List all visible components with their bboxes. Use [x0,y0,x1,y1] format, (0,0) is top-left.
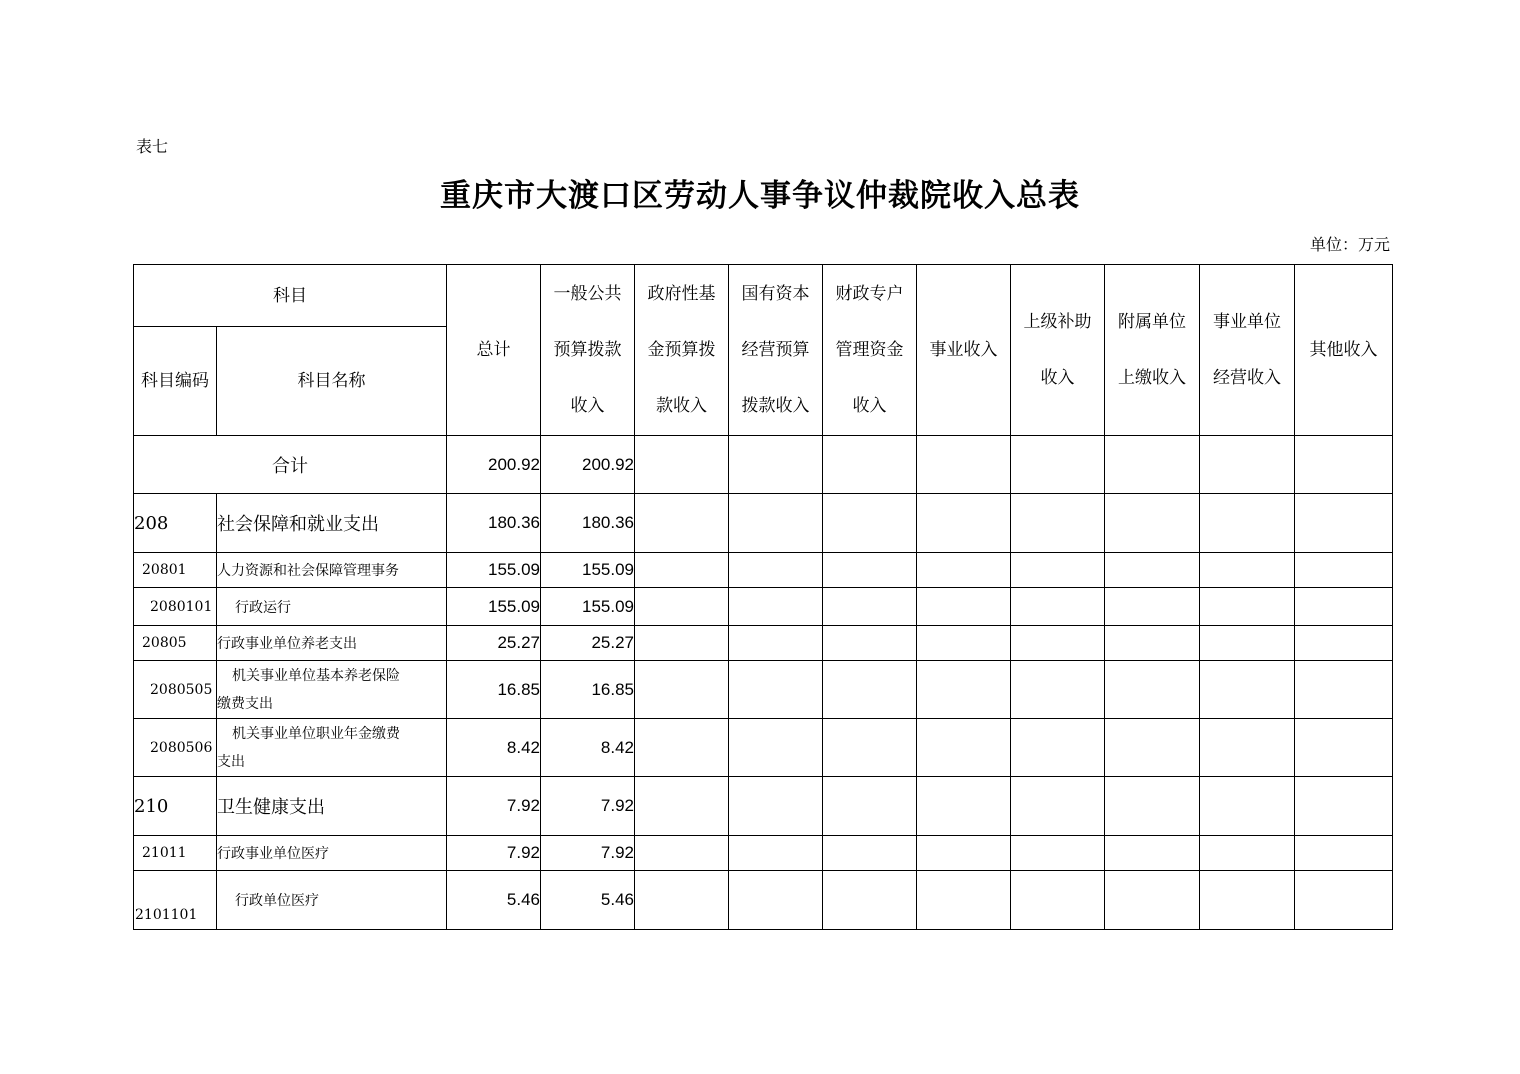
subject-name: 社会保障和就业支出 [217,494,447,553]
empty-cell [1105,871,1200,930]
subject-name: 行政单位医疗 [217,871,447,930]
empty-cell [729,553,823,588]
empty-cell [1011,871,1105,930]
subject-code: 2101101 [134,871,217,930]
empty-cell [823,626,917,661]
empty-cell [1105,777,1200,836]
empty-cell [1105,494,1200,553]
empty-cell [917,836,1011,871]
header-line: 收入 [1040,368,1075,388]
subject-code: 20805 [134,626,217,661]
empty-cell [1295,719,1393,777]
empty-cell [635,777,729,836]
empty-cell [917,661,1011,719]
empty-cell [1295,661,1393,719]
empty-cell [823,661,917,719]
empty-cell [1295,626,1393,661]
empty-cell [729,661,823,719]
table-row [134,661,1393,719]
header-line: 事业单位 [1213,312,1281,332]
empty-cell [1011,588,1105,626]
empty-cell [635,719,729,777]
header-row-1 [134,265,1393,327]
header-general-public [541,265,635,436]
header-business-operation [1200,265,1295,436]
empty-cell [823,553,917,588]
header-other-income: 其他收入 [1295,265,1393,436]
income-table [133,264,1393,930]
subject-name: 行政运行 [217,588,447,626]
header-line: 附属单位 [1118,312,1186,332]
subject-name [217,661,447,719]
header-total: 总计 [447,265,541,436]
empty-cell [1295,836,1393,871]
empty-cell [1105,436,1200,494]
empty-cell [1295,553,1393,588]
table-row [134,626,1393,661]
header-gov-fund [635,265,729,436]
empty-cell [1295,494,1393,553]
general-cell: 8.42 [541,719,635,777]
empty-cell [823,588,917,626]
subject-name: 卫生健康支出 [217,777,447,836]
header-line: 款收入 [656,396,707,416]
header-line: 经营收入 [1213,368,1281,388]
empty-cell [1011,626,1105,661]
general-cell: 180.36 [541,494,635,553]
subject-code: 210 [134,777,217,836]
subject-code: 208 [134,494,217,553]
header-line: 收入 [570,396,605,416]
total-cell: 7.92 [447,836,541,871]
empty-cell [1295,871,1393,930]
empty-cell [1295,777,1393,836]
empty-cell [729,871,823,930]
header-line: 管理资金 [835,340,904,360]
empty-cell [1200,588,1295,626]
header-line: 收入 [852,396,887,416]
empty-cell [1011,436,1105,494]
empty-cell [1011,777,1105,836]
empty-cell [635,836,729,871]
empty-cell [917,719,1011,777]
empty-cell [917,494,1011,553]
total-cell: 7.92 [447,777,541,836]
empty-cell [917,871,1011,930]
empty-cell [1011,661,1105,719]
header-business-income: 事业收入 [917,265,1011,436]
header-state-capital [729,265,823,436]
subject-code: 2080101 [134,588,217,626]
empty-cell [917,588,1011,626]
empty-cell [635,626,729,661]
subject-code: 2080506 [134,719,217,777]
subject-name-line: 机关事业单位基本养老保险 [232,667,400,684]
subject-code: 21011 [134,836,217,871]
table-row [134,553,1393,588]
total-cell: 200.92 [447,436,541,494]
subject-name-line: 缴费支出 [217,695,273,712]
general-cell: 7.92 [541,836,635,871]
empty-cell [823,436,917,494]
table-row [134,719,1393,777]
subject-name: 人力资源和社会保障管理事务 [217,553,447,588]
header-line: 金预算拨 [647,340,716,360]
total-cell: 155.09 [447,553,541,588]
empty-cell [1200,719,1295,777]
summary-row [134,436,1393,494]
header-line: 政府性基 [647,284,716,304]
empty-cell [1295,588,1393,626]
subject-name: 行政事业单位养老支出 [217,626,447,661]
empty-cell [1011,836,1105,871]
empty-cell [1011,719,1105,777]
total-cell: 25.27 [447,626,541,661]
empty-cell [1105,661,1200,719]
empty-cell [635,553,729,588]
empty-cell [729,836,823,871]
empty-cell [635,871,729,930]
subject-name: 行政事业单位医疗 [217,836,447,871]
general-cell: 155.09 [541,588,635,626]
empty-cell [1011,553,1105,588]
empty-cell [1200,626,1295,661]
empty-cell [729,588,823,626]
header-subject-group: 科目 [134,265,447,327]
total-cell: 5.46 [447,871,541,930]
table-row [134,836,1393,871]
empty-cell [823,494,917,553]
header-subject-code: 科目编码 [134,327,217,436]
subject-name-line: 机关事业单位职业年金缴费 [232,725,400,742]
empty-cell [1105,553,1200,588]
empty-cell [917,777,1011,836]
header-line: 国有资本 [741,284,810,304]
unit-note: 单位：万元 [1309,235,1390,254]
table-row [134,777,1393,836]
empty-cell [635,436,729,494]
empty-cell [635,494,729,553]
header-line: 上缴收入 [1118,368,1186,388]
summary-label: 合计 [134,436,447,494]
header-line: 财政专户 [835,284,904,304]
general-cell: 7.92 [541,777,635,836]
empty-cell [823,871,917,930]
empty-cell [729,719,823,777]
empty-cell [1200,436,1295,494]
empty-cell [635,661,729,719]
empty-cell [635,588,729,626]
table-label: 表七 [136,137,169,156]
total-cell: 180.36 [447,494,541,553]
header-superior-subsidy [1011,265,1105,436]
empty-cell [1200,553,1295,588]
total-cell: 16.85 [447,661,541,719]
empty-cell [1105,588,1200,626]
empty-cell [1200,871,1295,930]
empty-cell [917,436,1011,494]
header-line: 经营预算 [741,340,810,360]
header-affiliated-payment [1105,265,1200,436]
empty-cell [729,494,823,553]
empty-cell [729,436,823,494]
empty-cell [917,553,1011,588]
empty-cell [1200,836,1295,871]
header-subject-name: 科目名称 [217,327,447,436]
general-cell: 200.92 [541,436,635,494]
empty-cell [729,777,823,836]
empty-cell [1200,494,1295,553]
empty-cell [1105,626,1200,661]
subject-code: 2080505 [134,661,217,719]
empty-cell [1105,719,1200,777]
empty-cell [1200,777,1295,836]
general-cell: 155.09 [541,553,635,588]
empty-cell [917,626,1011,661]
empty-cell [1105,836,1200,871]
empty-cell [1295,436,1393,494]
general-cell: 5.46 [541,871,635,930]
total-cell: 8.42 [447,719,541,777]
general-cell: 25.27 [541,626,635,661]
subject-name [217,719,447,777]
header-line: 拨款收入 [741,396,810,416]
general-cell: 16.85 [541,661,635,719]
empty-cell [823,719,917,777]
empty-cell [823,777,917,836]
total-cell: 155.09 [447,588,541,626]
table-row [134,494,1393,553]
header-line: 预算拨款 [553,340,622,360]
header-line: 上级补助 [1023,312,1092,332]
empty-cell [1011,494,1105,553]
empty-cell [823,836,917,871]
empty-cell [1200,661,1295,719]
table-row [134,588,1393,626]
subject-name-line: 支出 [217,753,245,770]
table-row [134,871,1393,930]
subject-code: 20801 [134,553,217,588]
header-line: 一般公共 [553,284,622,304]
empty-cell [729,626,823,661]
header-fiscal-special [823,265,917,436]
page-title: 重庆市大渡口区劳动人事争议仲裁院收入总表 [440,178,1080,214]
